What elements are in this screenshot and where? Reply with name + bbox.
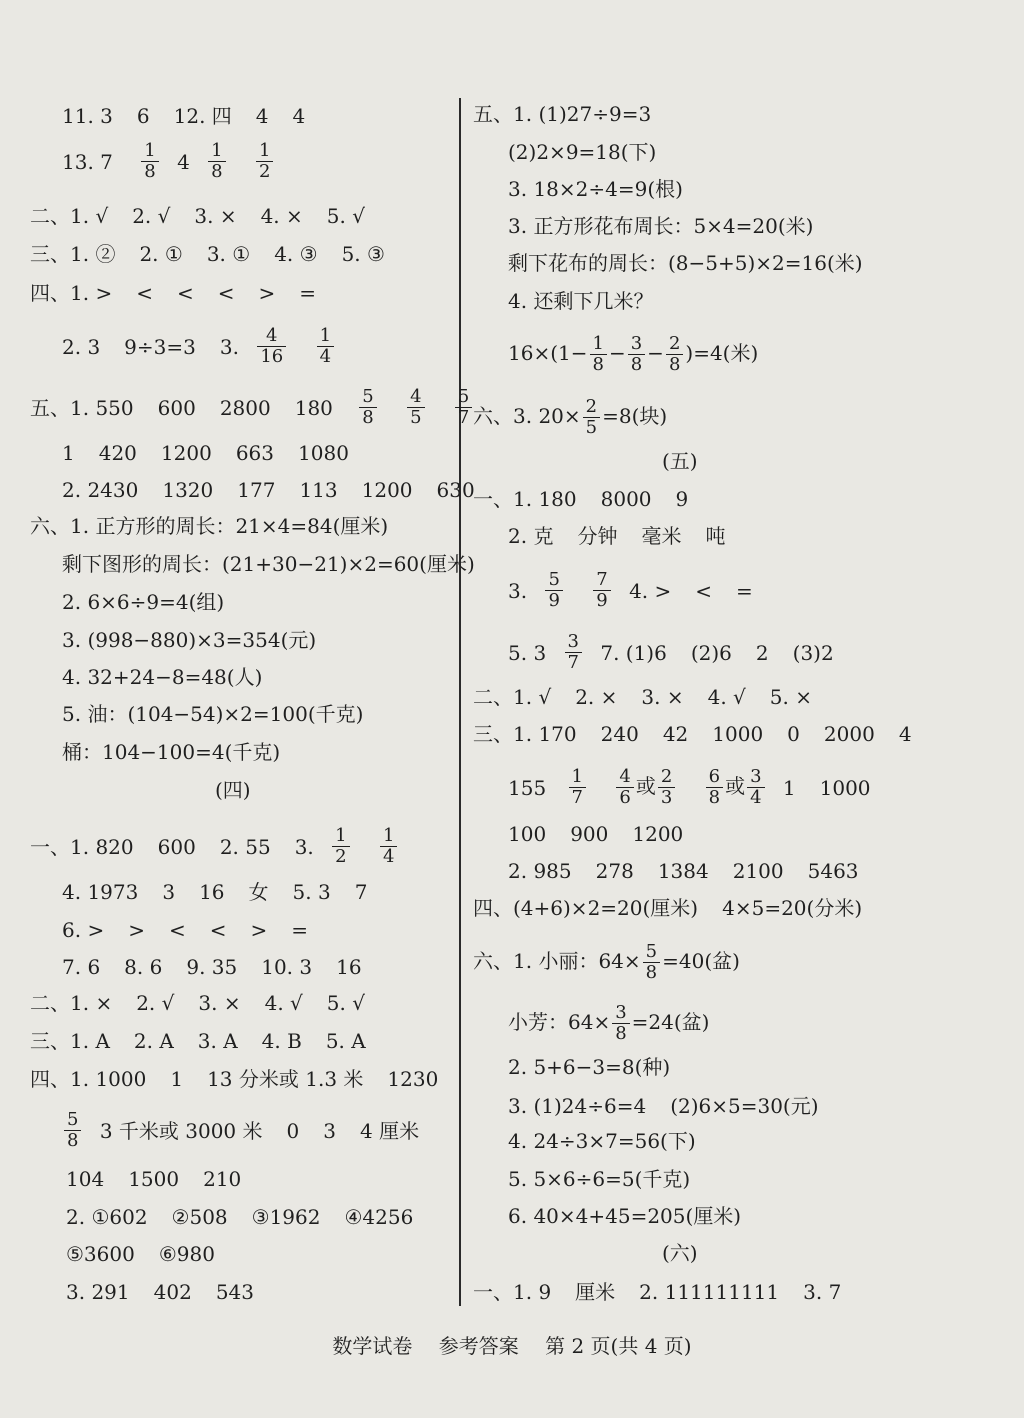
- answer-line: 六、1. 正方形的周长：21×4=84(厘米): [30, 514, 389, 538]
- answer-line: 一、1. 820 600 2. 55 3. $\frac{1}{2}$ $\frac{1}{4}$: [30, 826, 409, 867]
- answer-line: 5. 油：(104−54)×2=100(千克): [62, 702, 364, 726]
- answer-line: 2. 克 分钟 毫米 吨: [508, 523, 726, 548]
- answer-line: 6. > > < < > =: [62, 917, 309, 942]
- answer-line: 100 900 1200: [508, 821, 684, 846]
- answer-line: 2. 6×6÷9=4(组): [62, 590, 225, 614]
- answer-line: 剩下图形的周长：(21+30−21)×2=60(厘米): [62, 552, 475, 576]
- answer-line: 二、1. √ 2. √ 3. × 4. × 5. √: [30, 203, 365, 228]
- footer-answers: 参考答案: [438, 1334, 519, 1358]
- column-divider: [459, 98, 461, 1306]
- answer-line: 四、1. > < < < > =: [30, 280, 317, 305]
- answer-line: 5. 3 $\frac{3}{7}$ 7. (1)6 (2)6 2 (3)2: [508, 631, 834, 673]
- answer-line: 四、(4+6)×2=20(厘米) 4×5=20(分米): [473, 895, 863, 920]
- answer-line: 4. 24÷3×7=56(下): [508, 1129, 696, 1153]
- answer-line: 二、1. √ 2. × 3. × 4. √ 5. ×: [473, 684, 812, 709]
- answer-line: 一、1. 9 厘米 2. 111111111 3. 7: [473, 1279, 842, 1304]
- answer-line: 16×(1− $\frac{1}{8}$ − $\frac{3}{8}$ − $\frac{2}{8}$ )=4(米): [508, 333, 759, 375]
- answer-line: 二、1. × 2. √ 3. × 4. √ 5. √: [30, 990, 365, 1015]
- answer-line: 1 420 1200 663 1080: [62, 440, 349, 465]
- answer-line: 4. 32+24−8=48(人): [62, 665, 263, 689]
- answer-line: 五、1. 550 600 2800 180 $\frac{5}{8}$ $\frac{4}{5}$ $\frac{5}{7}$: [30, 387, 484, 428]
- answer-line: 桶：104−100=4(千克): [62, 740, 281, 764]
- answer-line: 五、1. (1)27÷9=3: [473, 102, 652, 126]
- answer-line: 7. 6 8. 6 9. 35 10. 3 16: [62, 954, 362, 979]
- section-heading: (五): [662, 449, 698, 473]
- answer-line: 4. 1973 3 16 女 5. 3 7: [62, 879, 368, 904]
- answer-line: 3. 291 402 543: [66, 1279, 254, 1304]
- answer-line: 一、1. 180 8000 9: [473, 486, 689, 511]
- answer-line: 3. (998−880)×3=354(元): [62, 628, 317, 652]
- answer-line: 104 1500 210: [66, 1166, 242, 1191]
- answer-line: 2. 2430 1320 177 113 1200 630: [62, 477, 475, 502]
- answer-line: 剩下花布的周长：(8−5+5)×2=16(米): [508, 251, 863, 275]
- answer-line: $\frac{5}{8}$ 3 千米或 3000 米 0 3 4 厘米: [56, 1110, 419, 1151]
- answer-line: 3. 正方形花布周长：5×4=20(米): [508, 214, 814, 238]
- answer-line: 2. 3 9÷3=3 3. $\frac{4}{16}$ $\frac{1}{4}$: [62, 326, 346, 367]
- answer-line: 三、1. 170 240 42 1000 0 2000 4: [473, 721, 912, 746]
- answer-line: 三、1. ② 2. ① 3. ① 4. ③ 5. ③: [30, 241, 385, 266]
- answer-line: 3. (1)24÷6=4 (2)6×5=30(元): [508, 1093, 819, 1118]
- answer-line: 三、1. A 2. A 3. A 4. B 5. A: [30, 1028, 366, 1053]
- answer-line: 2. 985 278 1384 2100 5463: [508, 858, 859, 883]
- answer-line: 2. ①602 ②508 ③1962 ④4256: [66, 1204, 414, 1229]
- answer-line: 2. 5+6−3=8(种): [508, 1055, 671, 1079]
- page-footer: [0, 1334, 1024, 1358]
- answer-line: 4. 还剩下几米？: [508, 289, 654, 313]
- answer-line: (2)2×9=18(下): [508, 140, 657, 164]
- section-heading: (四): [215, 778, 251, 802]
- answer-line: 小芳：64× $\frac{3}{8}$ =24(盆): [508, 1002, 710, 1044]
- answer-line: 11. 3 6 12. 四 4 4: [62, 103, 306, 128]
- section-heading: (六): [662, 1241, 698, 1265]
- footer-subject: 数学试卷: [332, 1334, 413, 1358]
- answer-line: 六、3. 20× $\frac{2}{5}$ =8(块): [473, 396, 668, 438]
- answer-line: 四、1. 1000 1 13 分米或 1.3 米 1230: [30, 1066, 439, 1091]
- answer-line: 六、1. 小丽：64× $\frac{5}{8}$ =40(盆): [473, 941, 740, 983]
- answer-line: 3. 18×2÷4=9(根): [508, 177, 683, 201]
- footer-page-number: 第 2 页(共 4 页): [545, 1334, 692, 1358]
- answer-line: ⑤3600 ⑥980: [66, 1241, 215, 1266]
- answer-line: 6. 40×4+45=205(厘米): [508, 1204, 742, 1228]
- answer-line: 3. $\frac{5}{9}$ $\frac{7}{9}$ 4. > < =: [508, 569, 753, 611]
- answer-line: 13. 7 $\frac{1}{8}$ 4 $\frac{1}{8}$ $\frac{1}{2}$: [62, 141, 285, 182]
- answer-line: 155 $\frac{1}{7}$ $\frac{4}{6}$ 或 $\frac{2}{3}$ $\frac{6}{8}$ 或 $\frac{3}{4}$ 1 1000: [508, 766, 871, 808]
- answer-line: 5. 5×6÷6=5(千克): [508, 1167, 691, 1191]
